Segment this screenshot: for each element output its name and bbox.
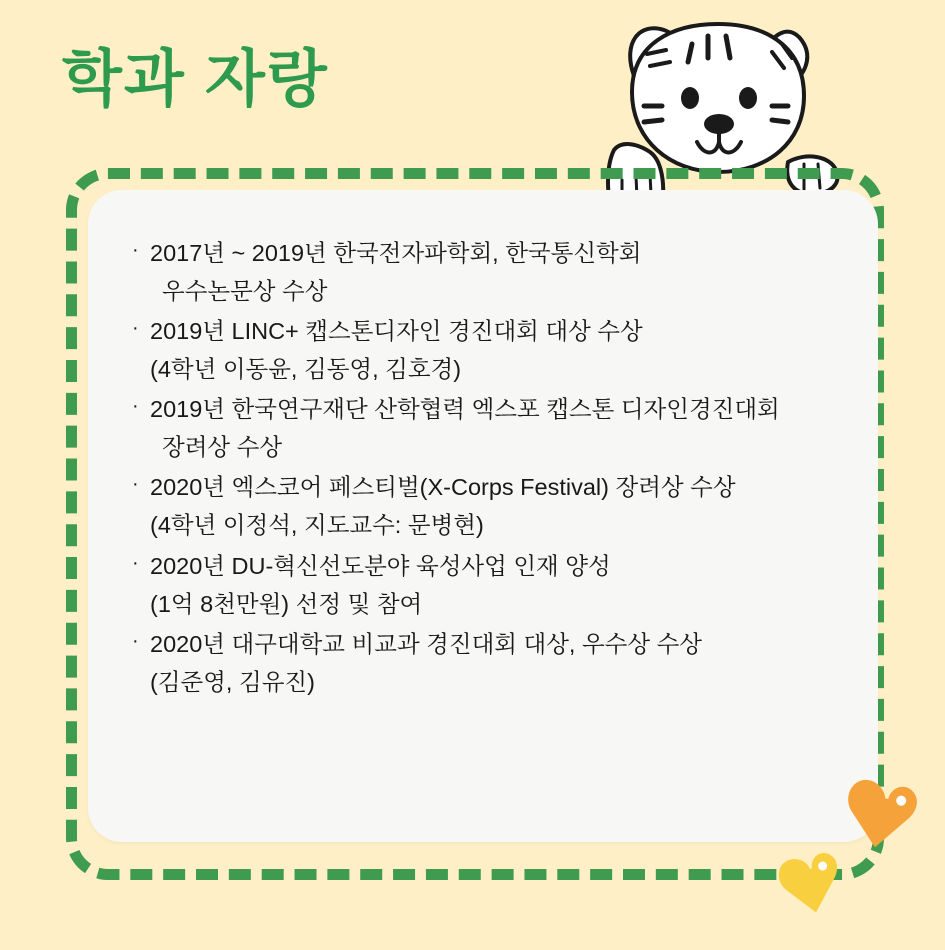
- award-line: 장려상 수상: [162, 434, 283, 461]
- hearts-decoration: [770, 770, 945, 945]
- list-item: [130, 234, 838, 310]
- award-line: 2020년 DU-혁신선도분야 육성사업 인재 양성: [150, 552, 611, 579]
- award-line: (4학년 이정석, 지도교수: 문병현): [150, 512, 484, 539]
- bullet-icon: ·: [132, 551, 139, 574]
- award-line: (김준영, 김유진): [150, 668, 315, 695]
- award-line: 2019년 LINC+ 캡스톤디자인 경진대회 대상 수상: [150, 318, 643, 345]
- bullet-icon: ·: [132, 317, 139, 340]
- bullet-icon: ·: [132, 239, 139, 261]
- award-line: 2017년 ~ 2019년 한국전자파학회, 한국통신학회: [150, 240, 642, 266]
- content-card: [88, 190, 878, 842]
- list-item: [130, 625, 838, 701]
- award-line: (4학년 이동윤, 김동영, 김호경): [150, 356, 462, 383]
- heart-yellow-icon: [776, 851, 843, 916]
- award-list: [130, 234, 838, 701]
- list-item: [130, 312, 838, 388]
- award-line: 2020년 대구대학교 비교과 경진대회 대상, 우수상 수상: [150, 630, 703, 657]
- award-line: 2019년 한국연구재단 산학협력 엑스포 캡스톤 디자인경진대회: [150, 396, 780, 423]
- bullet-icon: ·: [132, 473, 139, 496]
- list-item: [130, 468, 838, 544]
- heart-orange-icon: [839, 776, 920, 854]
- award-line: (1억 8천만원) 선정 및 참여: [150, 590, 423, 617]
- bullet-icon: ·: [132, 395, 139, 418]
- list-item: [130, 547, 838, 623]
- bullet-icon: ·: [132, 629, 139, 652]
- list-item: [130, 390, 838, 466]
- award-line: 우수논문상 수상: [162, 278, 328, 305]
- page-title: 학과 자랑: [62, 45, 329, 114]
- award-line: 2020년 엑스코어 페스티벌(X-Corps Festival) 장려상 수상: [150, 474, 736, 501]
